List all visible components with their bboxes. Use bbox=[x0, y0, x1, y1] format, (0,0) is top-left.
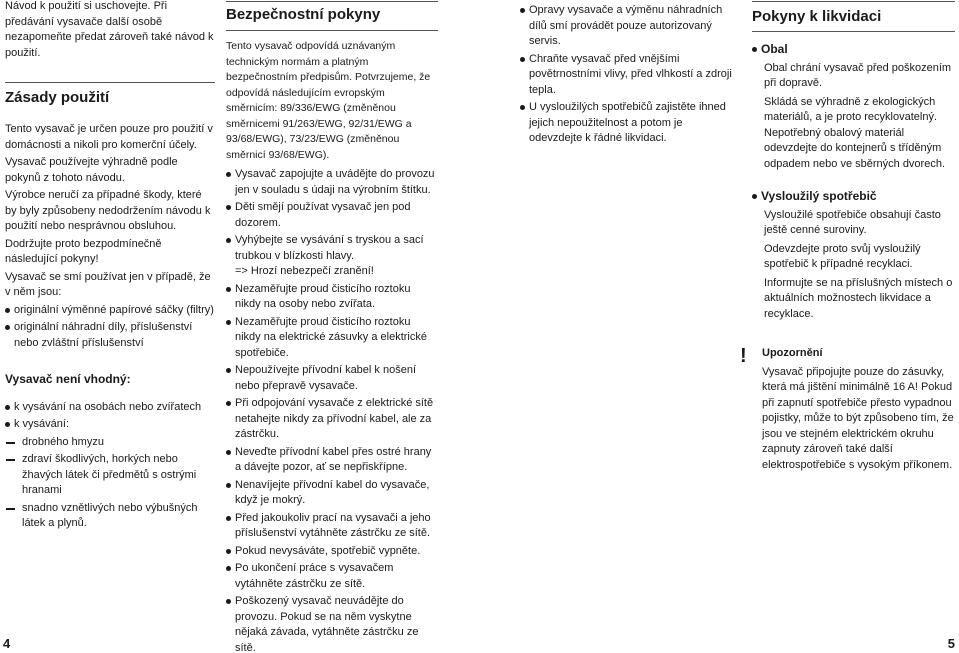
list-item: zdraví škodlivých, horkých nebo žhavých látek či předmětů s ostrými hranami bbox=[5, 452, 215, 499]
exclamation-icon: ! bbox=[740, 345, 747, 367]
old-appliance-para-2: Odevzdejte proto svůj vysloužilý spotřebič k případné recyklaci. bbox=[764, 242, 921, 270]
list-item: drobného hmyzu bbox=[5, 435, 215, 451]
list-item bbox=[226, 233, 438, 280]
old-appliance-para-1: Vysloužilé spotřebiče obsahují často ještě cenné suroviny. bbox=[764, 208, 941, 236]
list-item: Opravy vysavače a výměnu náhradních dílů smí provádět pouze autorizovaný servis. bbox=[520, 3, 735, 50]
list-item: U vysloužilých spotřebičů zajistěte ihned jejich nepoužitelnost a potom je odevzdejte k řádné likvidaci. bbox=[520, 100, 735, 147]
list-item-text: Vyhýbejte se vysávání s tryskou a sací trubkou v blízkosti hlavy. bbox=[235, 234, 424, 262]
list-item: k vysávání: bbox=[5, 417, 215, 433]
allowed-list bbox=[5, 303, 215, 352]
disposal-heading: Pokyny k likvidaci bbox=[752, 8, 882, 25]
unsuitable-heading: Vysavač není vhodný: bbox=[5, 372, 131, 386]
list-item: originální náhradní díly, příslušenství nebo zvláštní příslušenství bbox=[5, 320, 215, 351]
old-appliance-section bbox=[752, 189, 955, 322]
list-item: Poškozený vysavač neuvádějte do provozu. Pokud se na něm vyskytne nějaká závada, vytáhněte zástrčku ze sítě. bbox=[226, 594, 438, 653]
safety-heading: Bezpečnostní pokyny bbox=[226, 6, 381, 23]
usage-para-5: Vysavač se smí používat jen v případě, že v něm jsou: bbox=[5, 270, 211, 298]
page-number-left: 4 bbox=[3, 635, 11, 651]
list-item: Pokud nevysáváte, spotřebič vypněte. bbox=[226, 544, 438, 560]
usage-para-2: Vysavač používejte výhradně podle pokynů z tohoto návodu. bbox=[5, 156, 178, 184]
warning-section bbox=[740, 346, 955, 473]
list-item: Nenavíjejte přívodní kabel do vysavače, když je mokrý. bbox=[226, 478, 438, 509]
usage-para-1: Tento vysavač je určen pouze pro použití v domácnosti a nikoli pro komerční účely. bbox=[5, 123, 213, 151]
list-item: Děti smějí používat vysavač jen pod dozorem. bbox=[226, 200, 438, 231]
safety-list bbox=[226, 167, 438, 653]
packaging-para-2: Skládá se výhradně z ekologických materiálů, a je proto recyklovatelný. Nepotřebný obalový materiál odevzdejte do kontejnerů s tříděným odpadem nebo ve sběrných dvorech. bbox=[764, 95, 946, 170]
list-item: Vysavač zapojujte a uvádějte do provozu jen v souladu s údaji na výrobním štítku. bbox=[226, 167, 438, 198]
heading-rule-bottom bbox=[226, 30, 438, 31]
packaging-title: Obal bbox=[752, 42, 955, 58]
list-item: Neveďte přívodní kabel přes ostré hrany a dávejte pozor, ať se nepřiskřípne. bbox=[226, 445, 438, 476]
usage-para-3: Výrobce neručí za případné škody, které by byly způsobeny nedodržením návodu k použití nebo nesprávnou obsluhou. bbox=[5, 189, 211, 232]
list-item: Před jakoukoliv prací na vysavači a jeho příslušenství vytáhněte zástrčku ze sítě. bbox=[226, 511, 438, 542]
list-item: Nezaměřujte proud čisticího roztoku nikdy na osoby nebo zvířata. bbox=[226, 282, 438, 313]
column-safety bbox=[226, 0, 438, 653]
warning-title: Upozornění bbox=[762, 347, 823, 359]
old-appliance-title-list bbox=[752, 189, 955, 205]
heading-rule-bottom bbox=[752, 31, 955, 32]
packaging-para-1: Obal chrání vysavač před poškozením při dopravě. bbox=[764, 61, 952, 89]
safety-list-continued bbox=[520, 3, 735, 147]
packaging-section bbox=[752, 42, 955, 172]
old-appliance-para-3: Informujte se na příslušných místech o aktuálních možnostech likvidace a recyklace. bbox=[764, 276, 953, 320]
list-item: Nezaměřujte proud čisticího roztoku nikdy na elektrické zásuvky a elektrické spotřebiče. bbox=[226, 315, 438, 362]
usage-heading: Zásady použití bbox=[5, 89, 110, 106]
page-number-right: 5 bbox=[947, 635, 955, 651]
usage-para-4: Dodržujte proto bezpodmínečně následující pokyny! bbox=[5, 237, 162, 265]
list-item: Po ukončení práce s vysavačem vytáhněte zástrčku ze sítě. bbox=[226, 561, 438, 592]
safety-intro: Tento vysavač odpovídá uznávaným technickým normám a platným bezpečnostním předpisům. Potvrzujeme, že odpovídá následujícím evropským směrnicím: 89/336/EWG (změněnou směrnicemi 91/263/EWG, 92/31/EWG a 93/68/EWG), 73/23/EWG (změněnou směrnicí 93/68/EWG). bbox=[226, 40, 431, 161]
unsuitable-sublist bbox=[5, 435, 215, 532]
list-item: Chraňte vysavač před vnějšími povětrnostními vlivy, před vlhkostí a zdroji tepla. bbox=[520, 52, 735, 99]
list-item: snadno vznětlivých nebo výbušných látek a plynů. bbox=[5, 501, 215, 532]
column-safety-continued bbox=[520, 0, 735, 147]
injury-warning: => Hrozí nebezpečí zranění! bbox=[235, 265, 374, 277]
packaging-title-list bbox=[752, 42, 955, 58]
column-disposal bbox=[740, 0, 955, 473]
intro-text: Návod k použití si uschovejte. Při předávání vysavače další osobě nezapomeňte předat zároveň také návod k použití. bbox=[5, 0, 214, 59]
list-item: k vysávání na osobách nebo zvířatech bbox=[5, 400, 215, 416]
list-item: Nepoužívejte přívodní kabel k nošení nebo přepravě vysavače. bbox=[226, 363, 438, 394]
list-item: originální výměnné papírové sáčky (filtry) bbox=[5, 303, 215, 319]
column-usage bbox=[5, 0, 215, 532]
list-item: Při odpojování vysavače z elektrické sítě netahejte nikdy za přívodní kabel, ale za zástrčku. bbox=[226, 396, 438, 443]
unsuitable-list bbox=[5, 400, 215, 433]
section-divider bbox=[5, 82, 215, 83]
warning-text: Vysavač připojujte pouze do zásuvky, která má jištění minimálně 16 A! Pokud při zapnutí spotřebiče přesto vypadnou pojistky, může to být způsobeno tím, že jsou ve stejném elektrickém okruhu zapnuty zároveň také další elektrospotřebiče s vysokým příkonem. bbox=[762, 365, 954, 471]
heading-rule-top bbox=[226, 1, 438, 2]
old-appliance-title: Vysloužilý spotřebič bbox=[752, 189, 955, 205]
heading-rule-top bbox=[752, 1, 955, 2]
